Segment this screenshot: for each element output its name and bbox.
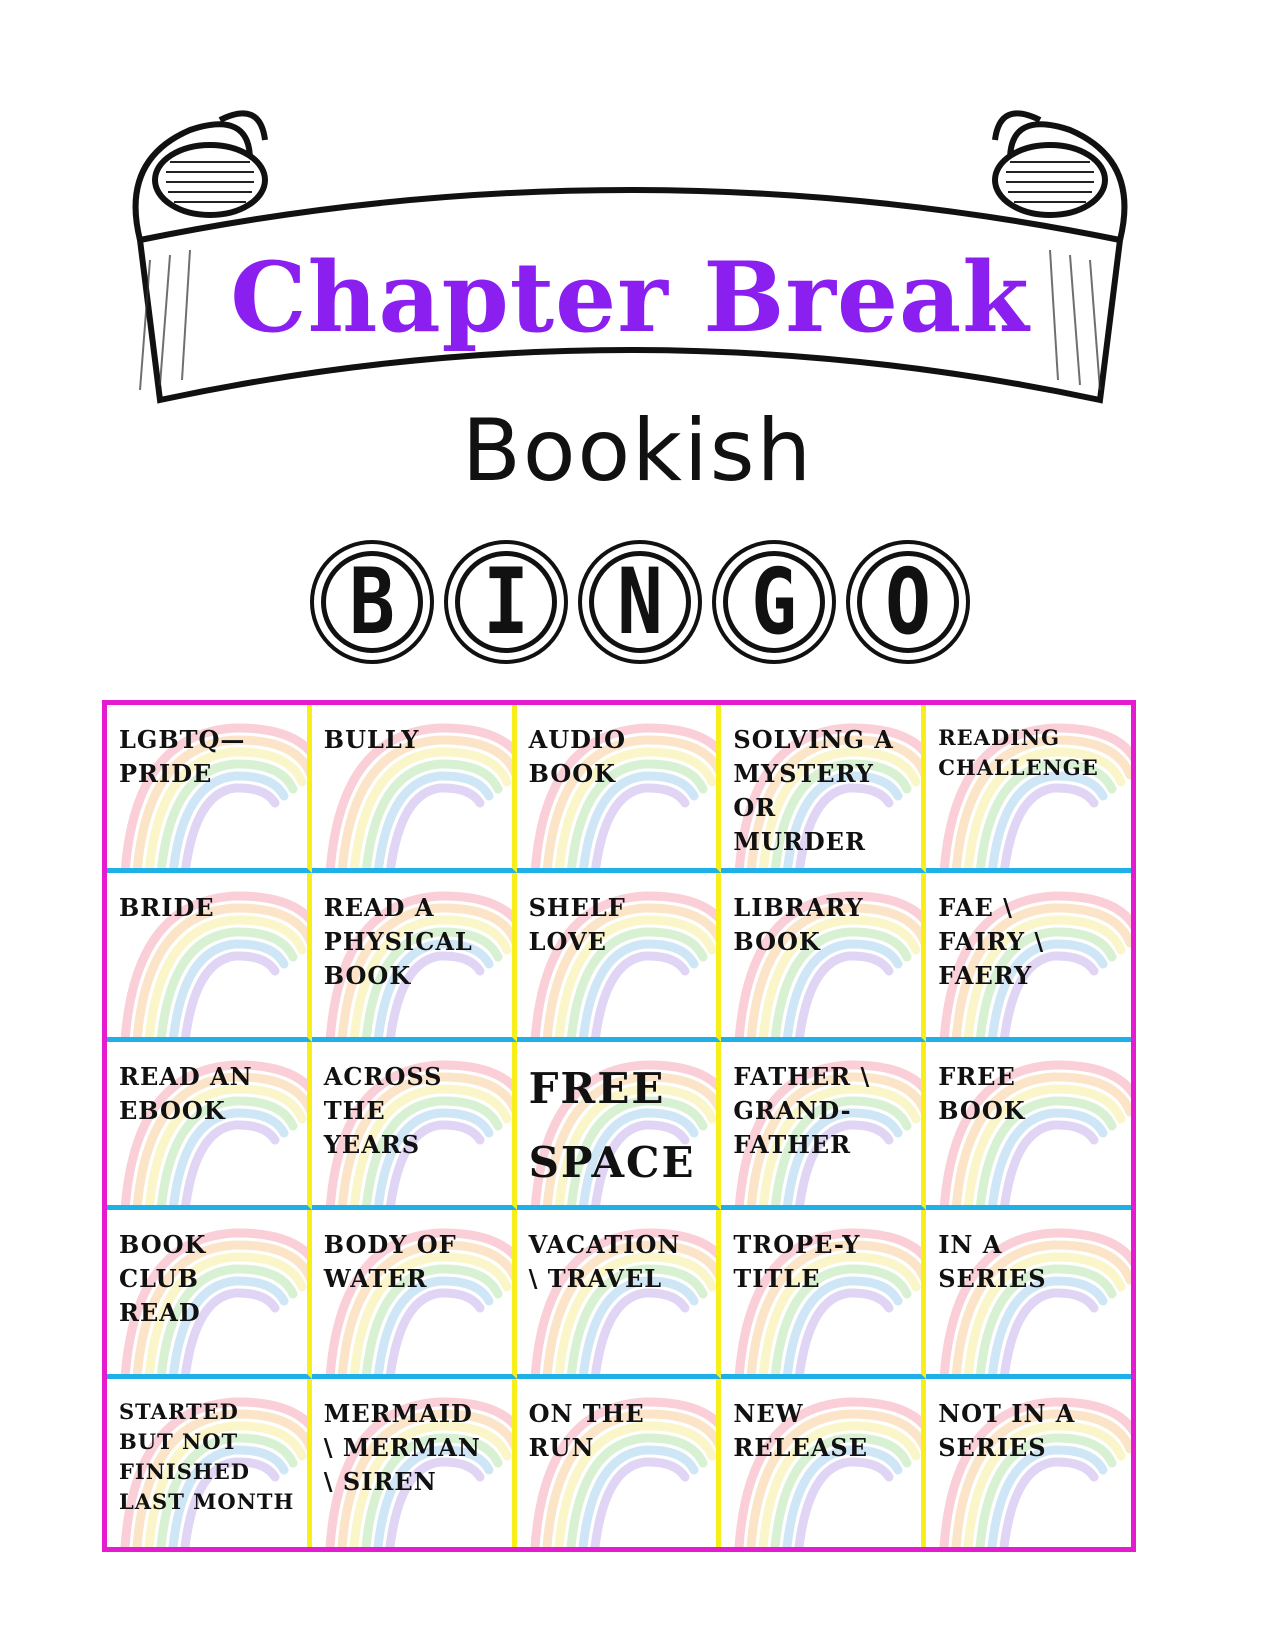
bingo-cell-audio-book[interactable]: [517, 705, 722, 873]
bingo-board: [102, 700, 1136, 1552]
bingo-cell-read-an-ebook[interactable]: [107, 1042, 312, 1210]
bingo-cell-on-the-run[interactable]: [517, 1379, 722, 1547]
cell-label: LIBRARY BOOK: [733, 893, 864, 957]
bingo-cell-lgbtq-pride[interactable]: [107, 705, 312, 873]
bingo-cell-not-in-a-series[interactable]: [926, 1379, 1131, 1547]
bingo-letter-i: I: [444, 540, 568, 664]
cell-label: FAE \ FAIRY \ FAERY: [938, 893, 1045, 991]
cell-label: IN A SERIES: [938, 1230, 1047, 1294]
bingo-cell-father-grandfather[interactable]: [721, 1042, 926, 1210]
cell-label: MERMAID \ MERMAN \ SIREN: [323, 1398, 481, 1496]
bingo-letter-o: O: [846, 540, 970, 664]
bingo-cell-reading-challenge[interactable]: [926, 705, 1131, 873]
cell-label: SHELF LOVE: [528, 893, 626, 957]
cell-label: READING CHALLENGE: [938, 725, 1099, 780]
bingo-cell-bride[interactable]: [107, 873, 312, 1041]
cell-label: ACROSS THE YEARS: [323, 1061, 443, 1159]
cell-label: BODY OF WATER: [323, 1230, 457, 1294]
page-title: Chapter Break: [230, 241, 1030, 354]
cell-label: FATHER \ GRAND- FATHER: [733, 1061, 871, 1159]
page-subtitle: Bookish: [461, 401, 814, 501]
bingo-cell-book-club-read[interactable]: [107, 1210, 312, 1378]
cell-label: STARTED BUT NOT FINISHED LAST MONTH: [119, 1398, 295, 1514]
bingo-cell-body-of-water[interactable]: [312, 1210, 517, 1378]
bingo-cell-across-the-years[interactable]: [312, 1042, 517, 1210]
bingo-letter-b: B: [310, 540, 434, 664]
bingo-cell-in-a-series[interactable]: [926, 1210, 1131, 1378]
bingo-cell-started-but-not-finished[interactable]: [107, 1379, 312, 1547]
bingo-cell-bully[interactable]: [312, 705, 517, 873]
bingo-cell-shelf-love[interactable]: [517, 873, 722, 1041]
cell-label: BRIDE: [119, 893, 215, 923]
bingo-cell-solving-a-mystery[interactable]: [721, 705, 926, 873]
cell-label: VACATION \ TRAVEL: [528, 1230, 681, 1294]
bingo-cell-trope-y-title[interactable]: [721, 1210, 926, 1378]
bingo-letter-n: N: [578, 540, 702, 664]
cell-label: FREE SPACE: [528, 1063, 696, 1187]
cell-label: LGBTQ— PRIDE: [119, 725, 246, 788]
cell-label: AUDIO BOOK: [528, 725, 627, 788]
cell-label: NOT IN A SERIES: [938, 1398, 1076, 1462]
bingo-cell-free-space[interactable]: [517, 1042, 722, 1210]
bingo-cell-library-book[interactable]: [721, 873, 926, 1041]
cell-label: BULLY: [323, 725, 420, 754]
bingo-heading: [310, 540, 970, 670]
bingo-cell-fae-fairy-faery[interactable]: [926, 873, 1131, 1041]
cell-label: SOLVING A MYSTERY OR MURDER: [733, 725, 894, 856]
bingo-cell-read-a-physical-book[interactable]: [312, 873, 517, 1041]
cell-label: READ AN EBOOK: [119, 1061, 253, 1125]
bingo-cell-mermaid-merman-siren[interactable]: [312, 1379, 517, 1547]
cell-label: BOOK CLUB READ: [119, 1230, 207, 1328]
bingo-cell-free-book[interactable]: [926, 1042, 1131, 1210]
bingo-letter-g: G: [712, 540, 836, 664]
cell-label: ON THE RUN: [528, 1398, 645, 1462]
bingo-cell-vacation-travel[interactable]: [517, 1210, 722, 1378]
bingo-cell-new-release[interactable]: [721, 1379, 926, 1547]
cell-label: FREE BOOK: [938, 1061, 1026, 1125]
cell-label: READ A PHYSICAL BOOK: [323, 893, 473, 991]
cell-label: TROPE-Y TITLE: [733, 1230, 861, 1294]
cell-label: NEW RELEASE: [733, 1398, 869, 1462]
